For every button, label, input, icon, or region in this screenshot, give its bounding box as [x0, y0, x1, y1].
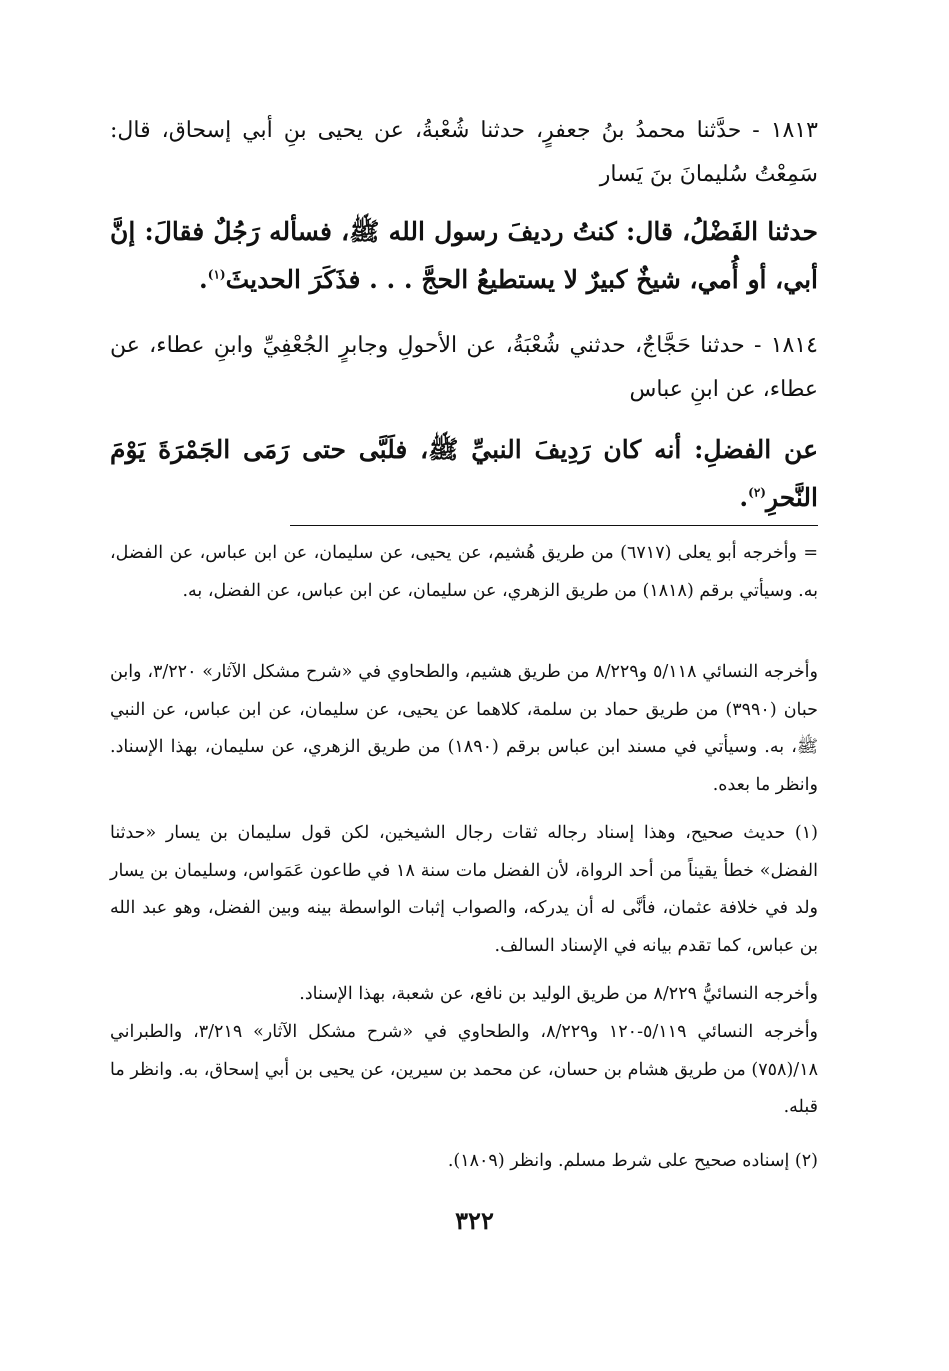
hadith-1814-matn [110, 426, 818, 522]
footnote-carry-over: = وأخرجه أبو يعلى (٦٧١٧) من طريق هُشيم، عن يحيى، عن سليمان، عن ابن عباس، عن الفضل، به. وسيأتي برقم (١٨١٨) من طريق الزهري، عن سليمان، عن ابن عباس، عن الفضل، به. [110, 543, 818, 601]
footnote-1: (١) حديث صحيح، وهذا إسناد رجاله ثقات رجال الشيخين، لكن قول سليمان بن يسار «حدثنا الفضل» خطأ يقيناً من أحد الرواة، لأن الفضل مات سنة ١٨ في طاعون عَمَواس، وسليمان بن يسار ولد في خلافة عثمان، فأنَّى له أن يدركه، والصواب إثبات الواسطة بينه وبين الفضل، وهو عبد الله بن عباس، كما تقدم بيانه في الإسناد السالف. [110, 823, 818, 956]
hadith-1814-isnad-text: ١٨١٤ - حدثنا حَجَّاجٌ، حدثني شُعْبَةُ، عن الأحولِ وجابرٍ الجُعْفِيِّ وابنِ عطاء، عن عطاء، عن ابنِ عباس [110, 333, 818, 402]
footnote-1-b: وأخرجه النسائيُّ ٨/٢٢٩ من طريق الوليد بن نافع، عن شعبة، بهذا الإسناد. [299, 984, 818, 1004]
hadith-1814-matn-text: عن الفضلِ: أنه كان رَدِيفَ النبيِّ ﷺ، فلَبَّى حتى رَمَى الجَمْرَةَ يَوْمَ النَّحرِ [110, 435, 818, 512]
page-number: ٣٢٢ [455, 1206, 494, 1235]
hadith-1813-matn-text: حدثنا الفَضْلُ، قال: كنتُ رديفَ رسول الله ﷺ، فسأله رَجُلٌ فقالَ: إنَّ أبي، أو أُمي، شيخٌ كبيرٌ لا يستطيعُ الحجَّ . . . فذَكَرَ الحديثَ [110, 217, 818, 294]
footnote-carry-over-2: وأخرجه النسائي ٥/١١٨ و٨/٢٢٩ من طريق هشيم، والطحاوي في «شرح مشكل الآثار» ٣/٢٢٠، وابن حبان (٣٩٩٠) من طريق حماد بن سلمة، كلاهما عن يحيى، عن سليمان، عن ابن عباس، عن النبي ﷺ، به. وسيأتي في مسند ابن عباس برقم (١٨٩٠) من طريق الزهري، عن سليمان، بهذا الإسناد. وانظر ما بعده. [110, 662, 819, 795]
hadith-1813-isnad [110, 109, 818, 197]
footnote-1-c: وأخرجه النسائي ٥/١١٩-١٢٠ و٨/٢٢٩، والطحاوي في «شرح مشكل الآثار» ٣/٢١٩، والطبراني ١٨/(٧٥٨) من طريق هشام بن حسان، عن محمد بن سيرين، عن يحيى بن أبي إسحاق، به. وانظر ما قبله. [110, 1022, 819, 1117]
hadith-1814-matn-end: . [739, 483, 749, 512]
footnote-ref-2: (٢) [748, 485, 766, 500]
hadith-1813-matn-end: . [199, 265, 208, 294]
footnote-2: (٢) إسناده صحيح على شرط مسلم. وانظر (١٨٠٩). [447, 1151, 818, 1171]
footnote-separator [290, 525, 818, 526]
footnote-ref-1: (١) [207, 267, 226, 282]
hadith-1814-isnad [110, 324, 818, 412]
hadith-1813-isnad-text: ١٨١٣ - حدَّثنا محمدُ بنُ جعفرٍ، حدثنا شُعْبةُ، عن يحيى بنِ أبي إسحاق، قال: سَمِعْتُ سُليمانَ بنَ يَسار [110, 118, 818, 187]
hadith-1813-matn [110, 208, 818, 304]
